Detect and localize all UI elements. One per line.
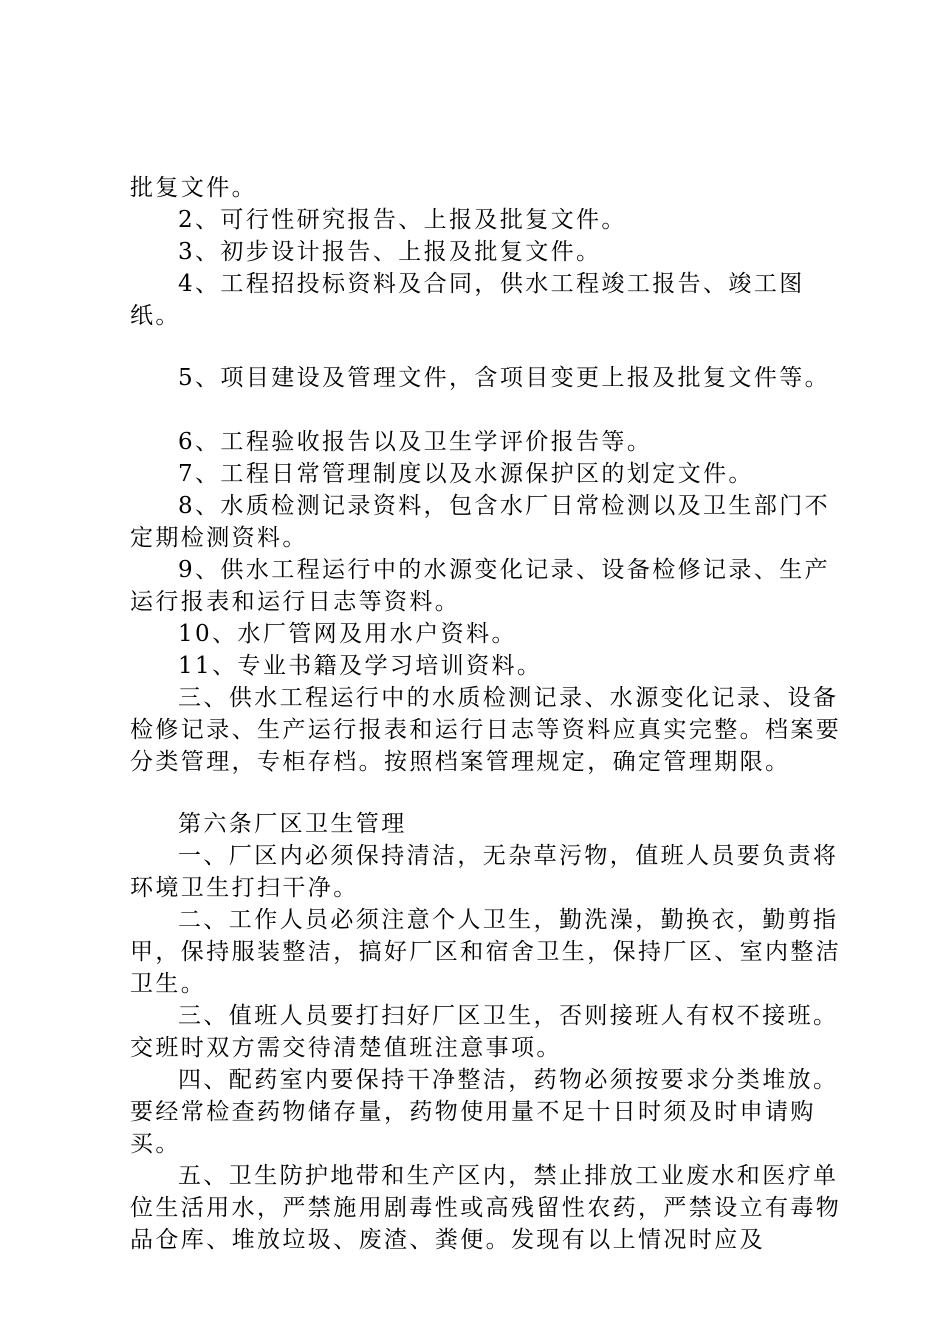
paragraph-hygiene-4: 四、配药室内要保持干净整洁，药物必须按要求分类堆放。要经常检查药物储存量，药物使用量不足十日时须及时申请购买。: [130, 1067, 839, 1157]
list-item-3: 3、初步设计报告、上报及批复文件。: [178, 239, 602, 265]
list-item-10: 10、水厂管网及用水户资料。: [178, 621, 517, 647]
paragraph-continuation: 批复文件。: [130, 175, 257, 201]
list-item-2: 2、可行性研究报告、上报及批复文件。: [178, 207, 627, 233]
paragraph-hygiene-2: 二、工作人员必须注意个人卫生，勤洗澡，勤换衣，勤剪指甲，保持服装整洁，搞好厂区和宿舍卫生，保持厂区、室内整洁卫生。: [130, 907, 842, 997]
list-item-5: 5、项目建设及管理文件，含项目变更上报及批复文件等。: [178, 365, 831, 391]
paragraph-hygiene-5: 五、卫生防护地带和生产区内，禁止排放工业废水和医疗单位生活用水，严禁施用剧毒性或高残留性农药，严禁设立有毒物品仓库、堆放垃圾、废渣、粪便。发现有以上情况时应及: [130, 1163, 842, 1253]
list-item-8: 8、水质检测记录资料，包含水厂日常检测以及卫生部门不定期检测资料。: [130, 493, 831, 551]
list-item-7: 7、工程日常管理制度以及水源保护区的划定文件。: [178, 461, 754, 487]
list-item-11: 11、专业书籍及学习培训资料。: [178, 653, 543, 679]
paragraph-hygiene-3: 三、值班人员要打扫好厂区卫生，否则接班人有权不接班。交班时双方需交待清楚值班注意事项。: [130, 1003, 839, 1061]
paragraph-archive-rules: 三、供水工程运行中的水质检测记录、水源变化记录、设备检修记录、生产运行报表和运行日志等资料应真实完整。档案要分类管理，专柜存档。按照档案管理规定，确定管理期限。: [130, 685, 842, 775]
list-item-4: 4、工程招投标资料及合同，供水工程竣工报告、竣工图纸。: [130, 271, 805, 329]
list-item-9: 9、供水工程运行中的水源变化记录、设备检修记录、生产运行报表和运行日志等资料。: [130, 557, 831, 615]
section-heading: 第六条厂区卫生管理: [178, 811, 407, 837]
paragraph-hygiene-1: 一、厂区内必须保持清洁，无杂草污物，值班人员要负责将环境卫生打扫干净。: [130, 843, 839, 901]
document-body: [130, 172, 852, 1256]
list-item-6: 6、工程验收报告以及卫生学评价报告等。: [178, 429, 653, 455]
